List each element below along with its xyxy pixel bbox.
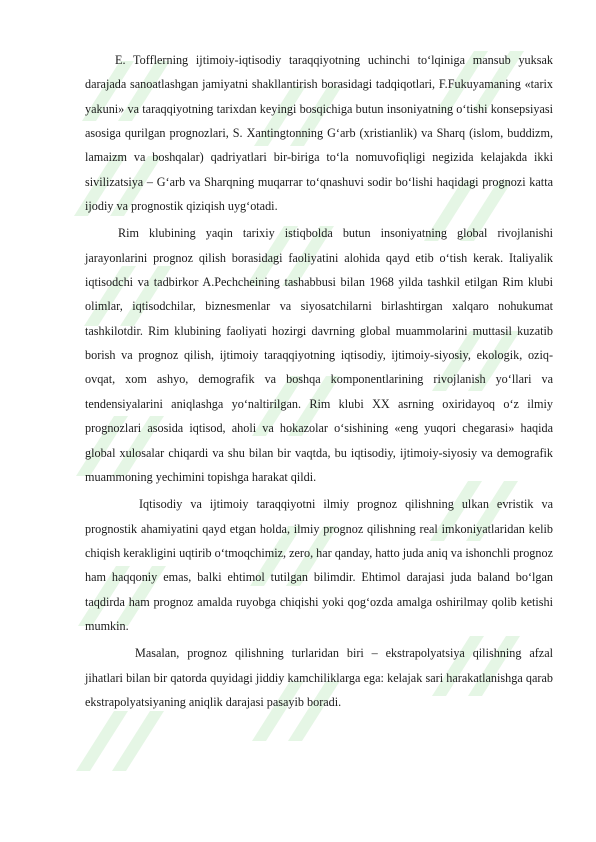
paragraph: Iqtisodiy va ijtimoiy taraqqiyotni ilmiy prognoz qilishning ulkan evristik va prognostik ahamiyatini qayd etgan holda, ilmiy prognoz qilishning real imkoniyatlaridan kelib chiqish kerakligini uqtirib o‘tmoqchimiz, zero, har qanday, hatto juda aniq va ishonchli prognoz ham haqqoniy emas, balki ehtimol tutilgan bilimdir. Ehtimol darajasi juda baland bo‘lgan taqdirda ham prognoz amalda ruyobga chiqishi yoki qog‘ozda amalga oshirilmay qolib ketishi mumkin. — [85, 497, 553, 633]
paragraph: Rim klubining yaqin tarixiy istiqbolda butun insoniyatning global rivojlanishi jarayonlarini prognoz qilish borasidagi faoliyatini alohida qayd etib o‘tish kerak. Italiyalik iqtisodchi va tadbirkor A.Pechcheining tashabbusi bilan 1968 yilda tashkil etilgan Rim klubi olimlar, iqtisodchilar, biznesmenlar va siyosatchilarni birlashtirgan xalqaro nohukumat tashkilotdir. Rim klubining faoliyati hozirgi davrning global muammolarini muttasil kuzatib borish va prognoz qilish, ijtimoiy taraqqiyotning iqtisodiy, ijtimoiy-siyosiy, ekologik, oziq-ovqat, xom ashyo, demografik va boshqa komponentlarining rivojlanish yo‘llari va tendensiyalarini aniqlashga yo‘naltirilgan. Rim klubi XX asrning oxiridayoq o‘z ilmiy prognozlari asosida iqtisod, aholi va hokazolar o‘sishining «eng yuqori chegarasi» haqida global xulosalar chiqardi va shu bilan bir vaqtda, bu iqtisodiy, ijtimoiy-siyosiy va demografik muammoning yechimini topishga harakat qildi. — [85, 226, 553, 484]
document-body — [85, 48, 553, 714]
paragraph: Masalan, prognoz qilishning turlaridan biri – ekstrapolyatsiya qilishning afzal jihatlari bilan bir qatorda quyidagi jiddiy kamchiliklarga ega: kelajak sari harakatlanishga qarab ekstrapolyatsiyaning aniqlik darajasi pasayib boradi. — [85, 646, 553, 709]
watermark-mark — [76, 711, 164, 771]
paragraph: E. Tofflerning ijtimoiy-iqtisodiy taraqqiyotning uchinchi to‘lqiniga mansub yuksak darajada sanoatlashgan jamiyatni shakllantirish borasidagi tadqiqotlari, F.Fukuyamaning «tarix yakuni» va taraqqiyotning tarixdan keyingi bosqichiga butun insoniyatning o‘tishi konsepsiyasi asosiga qurilgan prognozlari, S. Xantingtonning G‘arb (xristianlik) va Sharq (islom, buddizm, lamaizm va boshqalar) qadriyatlari bir-biriga to‘la nomuvofiqligi negizida kelajakda ikki sivilizatsiya – G‘arb va Sharqning muqarrar to‘qnashuvi sodir bo‘lishi haqidagi prognozi katta ijodiy va prognostik qiziqish uyg‘otadi. — [85, 53, 553, 214]
